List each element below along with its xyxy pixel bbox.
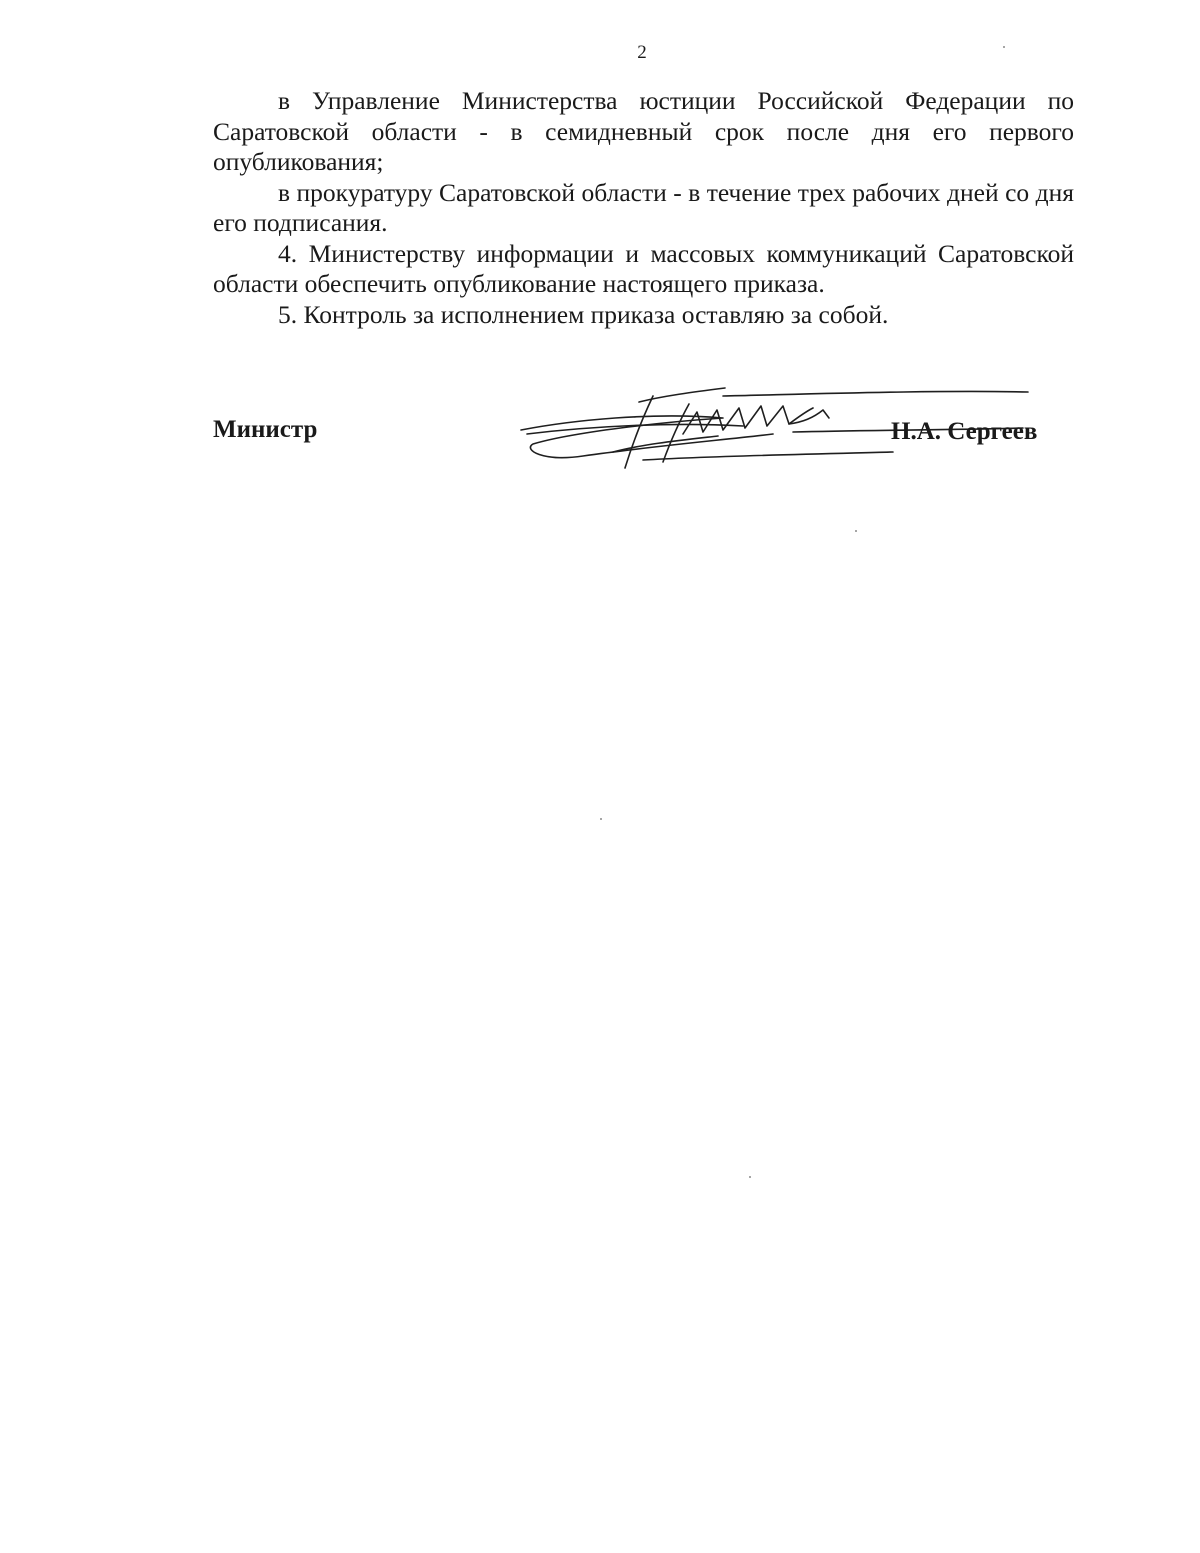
page-number: 2 — [637, 42, 647, 63]
signature-block — [213, 380, 1074, 480]
paragraph-item-4: 4. Министерству информации и массовых коммуникаций Саратовской области обеспечить опубликование настоящего приказа. — [213, 238, 1074, 298]
paragraph-prosecutor: в прокуратуру Саратовской области - в течение трех рабочих дней со дня его подписания. — [213, 177, 1074, 237]
paragraph-item-5: 5. Контроль за исполнением приказа оставляю за собой. — [278, 299, 889, 329]
scan-speck — [855, 530, 857, 532]
scan-speck — [1003, 46, 1005, 48]
paragraph-ministry-justice: в Управление Министерства юстиции Российской Федерации по Саратовской области - в семидневный срок после дня его первого опубликования; — [213, 86, 1074, 176]
scan-speck — [600, 818, 602, 820]
scan-speck — [749, 1176, 751, 1178]
signatory-title: Министр — [213, 416, 318, 443]
document-body — [213, 86, 1074, 330]
signatory-name: Н.А. Сергеев — [891, 418, 1038, 445]
